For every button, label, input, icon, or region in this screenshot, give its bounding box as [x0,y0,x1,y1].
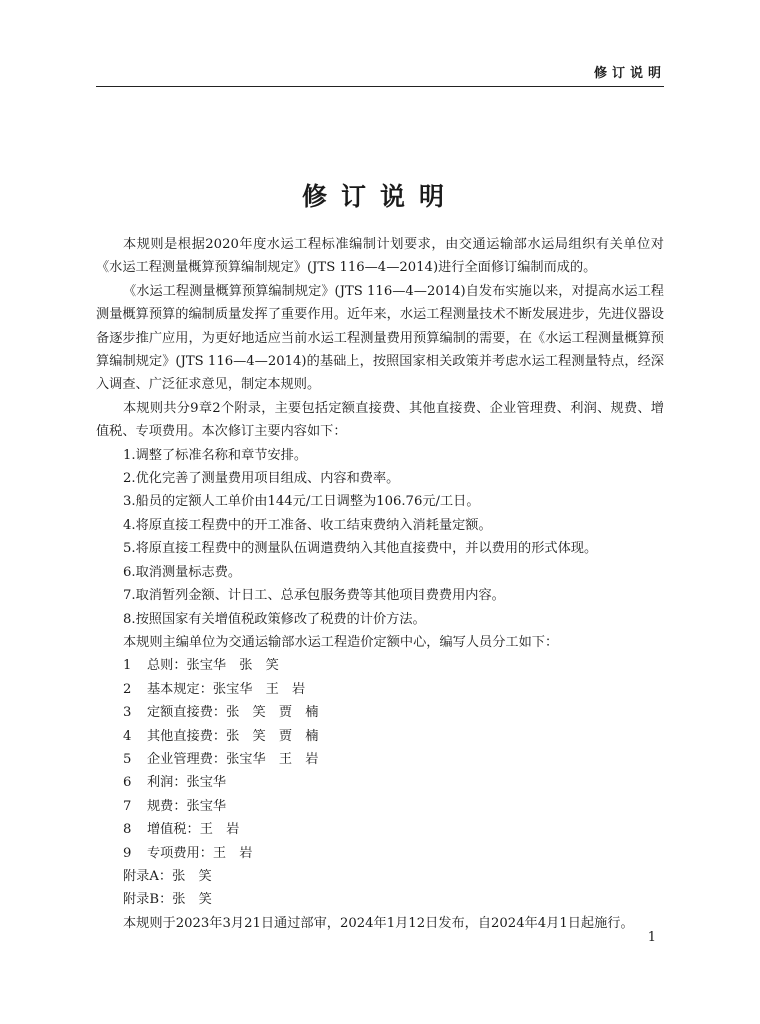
header-rule [96,86,664,87]
staff-chapter-number: 6 [123,775,132,791]
revision-item-5: 5.将原直接工程费中的测量队伍调遣费纳入其他直接费中，并以费用的形式体现。 [123,541,598,557]
staff-chapter-number: 2 [123,681,132,697]
staff-chapter-number: 4 [123,728,132,744]
revision-item-7: 7.取消暂列金额、计日工、总承包服务费等其他项目费费用内容。 [123,588,505,604]
staff-row [96,748,664,771]
revision-item-4: 4.将原直接工程费中的开工准备、收工结束费纳入消耗量定额。 [123,517,492,533]
staff-chapter-number: 1 [123,658,132,674]
running-header: 修订说明 [593,66,666,81]
document-body [96,233,664,935]
staff-assignment: 专项费用：王 岩 [147,845,253,861]
staff-row [96,842,664,865]
closing-statement: 本规则于2023年3月21日通过部审，2024年1月12日发布，自2024年4月1日起施行。 [123,915,634,931]
staff-assignment: 利润：张宝华 [147,775,227,791]
staff-row [96,701,664,724]
staff-chapter-number: 3 [123,705,132,721]
revision-item-1: 1.调整了标准名称和章节安排。 [123,447,308,463]
staff-chapter-number: 7 [123,798,132,814]
staff-chapter-number: 8 [123,822,132,838]
staff-assignment: 企业管理费：张宝华 王 岩 [147,751,319,767]
paragraph-background: 本规则是根据2020年度水运工程标准编制计划要求，由交通运输部水运局组织有关单位对《水运工程测量概算预算编制规定》(JTS 116—4—2014)进行全面修订编制而成的。 [96,237,664,276]
staff-row [96,654,664,677]
revision-item-8: 8.按照国家有关增值税政策修改了税费的计价方法。 [123,611,426,627]
staff-row [96,725,664,748]
page-title: 修订说明 [301,182,458,211]
appendix-a-author: 附录A：张 笑 [123,868,212,884]
staff-assignment: 总则：张宝华 张 笑 [147,658,279,674]
appendix-b-author: 附录B：张 笑 [123,892,212,908]
staff-assignment: 规费：张宝华 [147,798,227,814]
revision-item-2: 2.优化完善了测量费用项目组成、内容和费率。 [123,471,400,487]
staff-row [96,771,664,794]
staff-assignment: 定额直接费：张 笑 贾 楠 [147,705,319,721]
page-number: 1 [647,930,656,945]
revision-item-6: 6.取消测量标志费。 [123,564,242,580]
paragraph-history: 《水运工程测量概算预算编制规定》(JTS 116—4—2014)自发布实施以来，对提高水运工程测量概算预算的编制质量发挥了重要作用。近年来，水运工程测量技术不断发展进步，先进仪器设备逐步推广应用，为更好地适应当前水运工程测量费用预算编制的需要，在《水运工程测量概算预算编制规定》(JTS 116—4—2014)的基础上，按照国家相关政策并考虑水运工程测量特点，经深入调查、广泛征求意见，制定本规则。 [96,283,664,393]
revision-item-3: 3.船员的定额人工单价由144元/工日调整为106.76元/工日。 [123,494,480,510]
staff-row [96,795,664,818]
staff-chapter-number: 5 [123,751,132,767]
staff-chapter-number: 9 [123,845,132,861]
staff-row [96,818,664,841]
paragraph-scope: 本规则共分9章2个附录，主要包括定额直接费、其他直接费、企业管理费、利润、规费、增值税、专项费用。本次修订主要内容如下： [96,400,664,440]
staff-assignment: 基本规定：张宝华 王 岩 [147,681,306,697]
staff-assignment: 其他直接费：张 笑 贾 楠 [147,728,319,744]
staff-intro: 本规则主编单位为交通运输部水运工程造价定额中心，编写人员分工如下： [123,634,559,650]
staff-assignment: 增值税：王 岩 [147,822,240,838]
staff-row [96,678,664,701]
